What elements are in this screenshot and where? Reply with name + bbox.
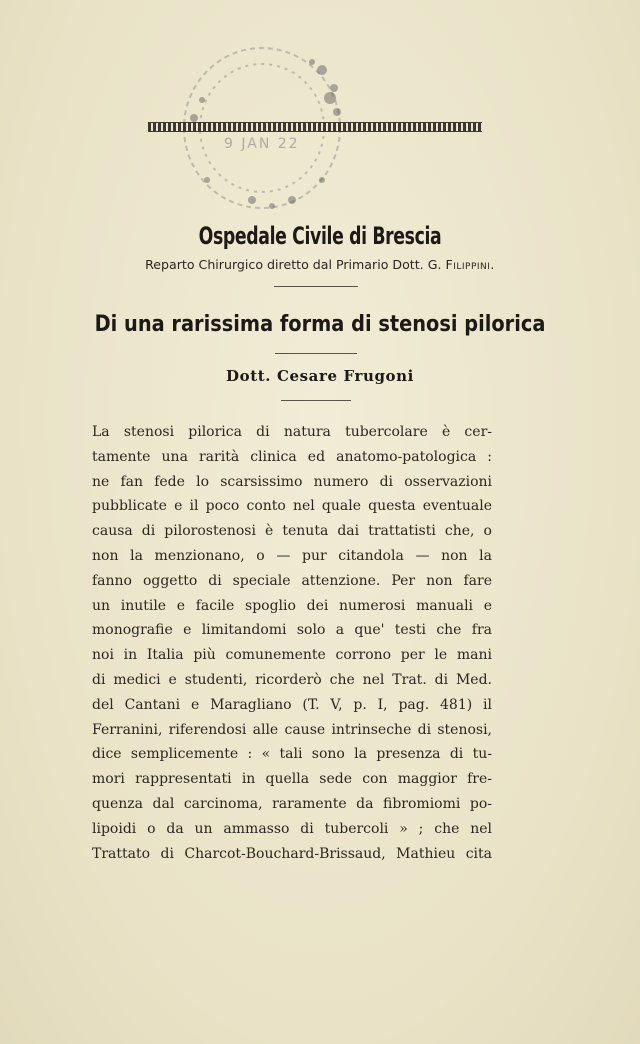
article-body [92, 420, 492, 866]
text-line: Trattato di Charcot-Bouchard-Brissaud, Mathieu cita [92, 845, 492, 862]
department-line [0, 257, 640, 272]
text-line: pubblicate e il poco conto nel quale questa eventuale [92, 498, 492, 515]
divider [281, 400, 351, 401]
divider [275, 353, 357, 354]
text-line: ne fan fede lo scarsissimo numero di osservazioni [92, 473, 492, 490]
stamp-date: 9 JAN 22 [224, 136, 300, 152]
text-line: del Cantani e Maragliano (T. V, p. I, pag. 481) il [92, 696, 492, 713]
department-prefix: Reparto Chirurgico diretto dal Primario Dott. G. [145, 257, 446, 272]
text-line: di medici e studenti, ricorderò che nel Trat. di Med. [92, 671, 492, 688]
divider [274, 286, 358, 287]
hospital-title: Ospedale Civile di Brescia [198, 222, 442, 250]
text-line: quenza dal carcinoma, raramente da fibromiomi po- [92, 795, 492, 812]
text-line: tamente una rarità clinica ed anatomo-patologica : [92, 448, 492, 465]
department-name: Filippini. [445, 257, 495, 272]
text-line: La stenosi pilorica di natura tubercolare è cer- [92, 424, 492, 440]
text-line: un inutile e facile spoglio dei numerosi manuali e [92, 597, 492, 614]
article-title: Di una rarissima forma di stenosi pilorica [94, 312, 546, 337]
text-line: fanno oggetto di speciale attenzione. Per non fare [92, 572, 492, 589]
ornamental-rule [148, 122, 482, 132]
text-line: non la menzionano, o — pur citandola — non la [92, 547, 492, 564]
text-line: monografie e limitandomi solo a que' testi che fra [92, 622, 492, 639]
text-line: noi in Italia più comunemente corrono per le mani [92, 647, 492, 664]
text-line: lipoidi o da un ammasso di tubercoli » ; che nel [92, 820, 492, 837]
text-line: causa di pilorostenosi è tenuta dai trattatisti che, o [92, 523, 492, 540]
text-line: dice semplicemente : « tali sono la presenza di tu- [92, 746, 492, 763]
author-name: Dott. Cesare Frugoni [226, 367, 414, 385]
text-line: mori rappresentati in quella sede con maggior fre- [92, 771, 492, 788]
text-line: Ferranini, riferendosi alle cause intrinseche di stenosi, [92, 721, 492, 738]
